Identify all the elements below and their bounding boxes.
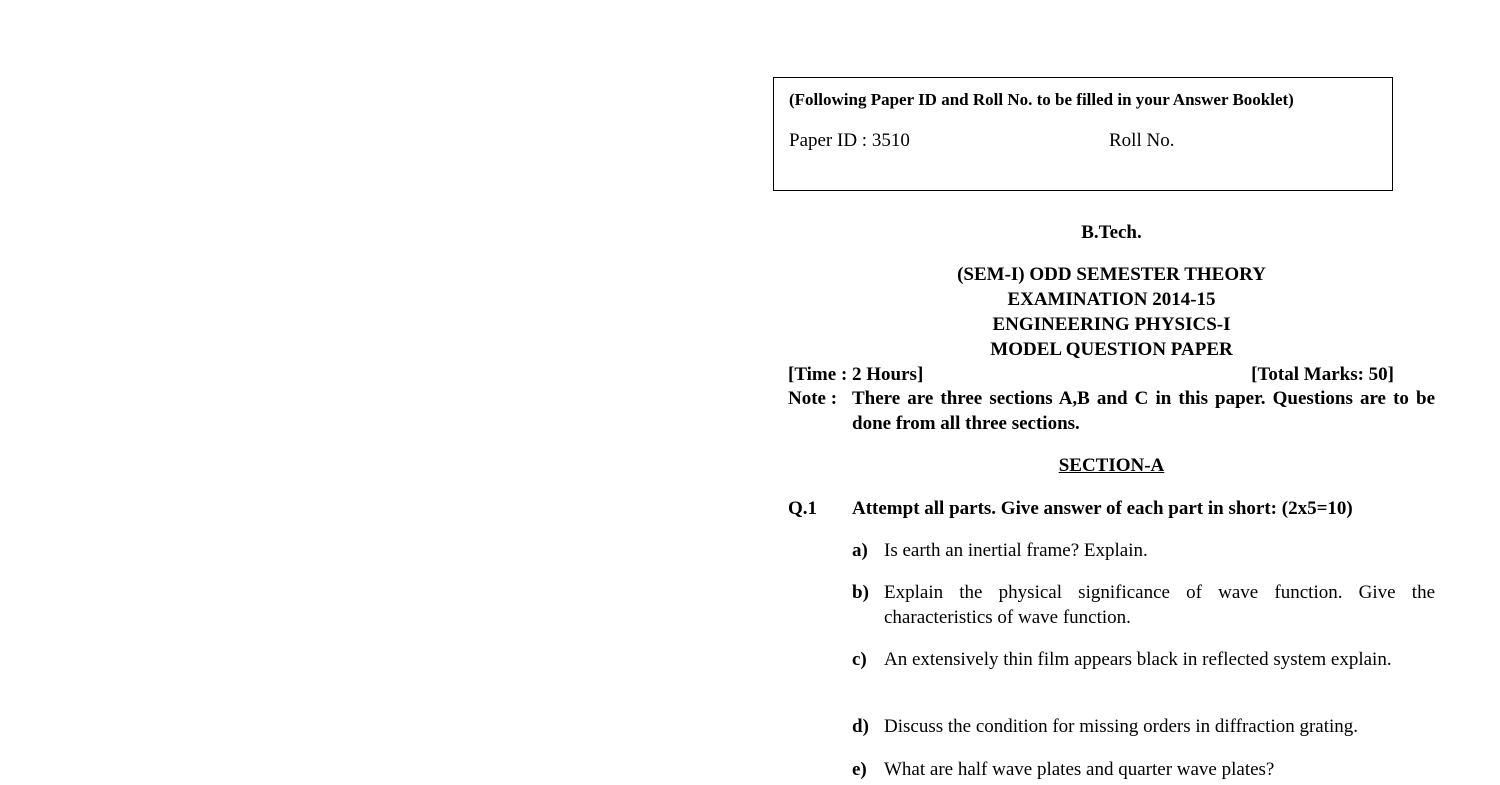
part-text-b: Explain the physical significance of wave function. Give the characteristics of wave function.	[884, 582, 1435, 628]
part-text-a: Is earth an inertial frame? Explain.	[884, 540, 1148, 561]
note-label: Note :	[788, 388, 838, 409]
subject-title: ENGINEERING PHYSICS-I	[992, 314, 1231, 335]
box-heading: (Following Paper ID and Roll No. to be filled in your Answer Booklet)	[789, 90, 1294, 109]
note-text: There are three sections A,B and C in this paper. Questions are to be done from all three sections.	[852, 388, 1435, 434]
section-title: SECTION-A	[1058, 455, 1165, 476]
degree-title: B.Tech.	[1081, 222, 1142, 243]
part-label-b: b)	[852, 582, 869, 603]
question-number: Q.1	[788, 498, 818, 519]
part-label-d: d)	[852, 716, 869, 737]
semester-line: (SEM-I) ODD SEMESTER THEORY	[957, 264, 1266, 285]
part-text-e: What are half wave plates and quarter wave plates?	[884, 759, 1275, 780]
total-marks: [Total Marks: 50]	[1251, 364, 1394, 385]
part-label-c: c)	[852, 649, 867, 670]
paper-type: MODEL QUESTION PAPER	[990, 339, 1233, 360]
paper-id: Paper ID : 3510	[789, 130, 910, 151]
part-label-a: a)	[852, 540, 868, 561]
part-label-e: e)	[852, 759, 867, 780]
question-instruction: Attempt all parts. Give answer of each part in short: (2x5=10)	[852, 498, 1353, 519]
time-marks-line	[788, 362, 1394, 387]
part-text-d: Discuss the condition for missing orders in diffraction grating.	[884, 716, 1359, 737]
paper-id-box	[773, 77, 1393, 191]
examination-line: EXAMINATION 2014-15	[1007, 289, 1216, 310]
exam-time: [Time : 2 Hours]	[788, 364, 924, 385]
part-text-c: An extensively thin film appears black in reflected system explain.	[884, 649, 1392, 670]
roll-no-label: Roll No.	[1109, 130, 1175, 151]
